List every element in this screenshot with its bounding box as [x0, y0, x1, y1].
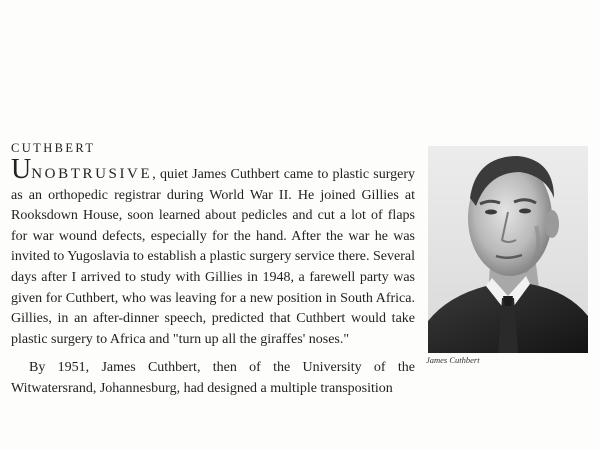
paragraph-2: By 1951, James Cuthbert, then of the University of the Witwatersrand, Johannesburg, had designed a multiple transposition [11, 360, 415, 396]
portrait-photo [428, 146, 588, 353]
article-body [11, 154, 415, 400]
paragraph-1-text: , quiet James Cuthbert came to plastic surgery as an orthopedic registrar during World War II. He joined Gillies at Rooksdown House, soon learned about pedicles and cut a lot of flaps for war wound defects, especially for the hand. After the war he was invited to Yugoslavia to establish a plastic surgery service there. Several days after I arrived to study with Gillies in 1948, a farewell party was given for Cuthbert, who was leaving for a new position in South Africa. Gillies, in an after-dinner speech, predicted that Cuthbert would take plastic surgery to Africa and "turn up all the giraffes' noses." [11, 167, 415, 347]
portrait-caption: James Cuthbert [426, 355, 480, 365]
paragraph-1 [11, 154, 415, 350]
lead-word: NOBTRUSIVE [31, 166, 153, 182]
section-heading: CUTHBERT [11, 141, 96, 155]
portrait-illustration [428, 146, 588, 353]
drop-initial: U [11, 154, 32, 185]
